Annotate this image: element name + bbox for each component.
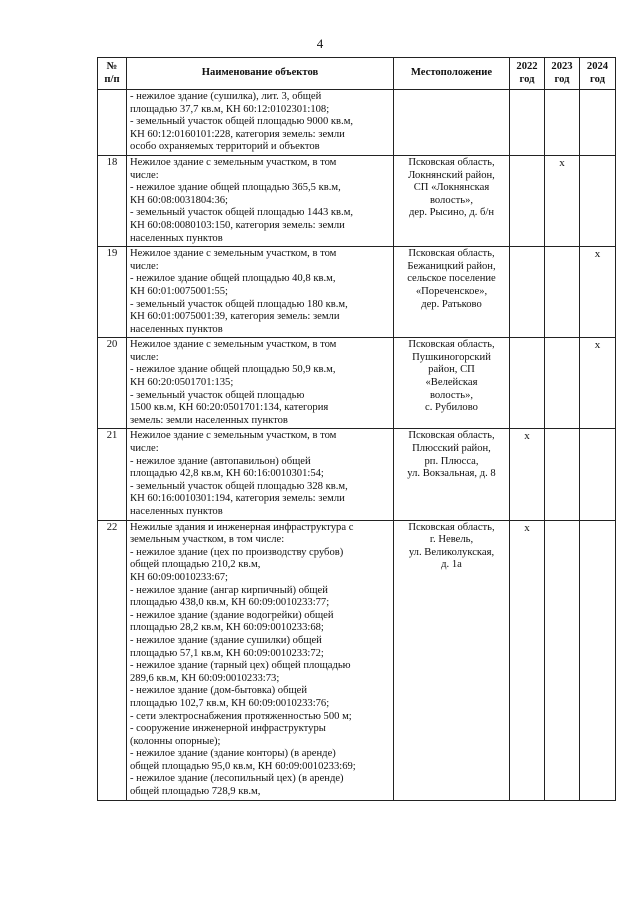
description-line: КН 60:09:0010233:67;: [130, 571, 228, 583]
year-mark-2024: [580, 429, 616, 520]
year-mark-2023: [545, 247, 580, 338]
object-location: [394, 155, 510, 246]
header-2023: 2023 год: [545, 58, 580, 90]
location-line: с. Рубилово: [425, 402, 478, 414]
object-location: [394, 520, 510, 800]
description-line: земель: земли населенных пунктов: [130, 414, 288, 426]
description-line: КН 60:01:0075001:55;: [130, 285, 228, 297]
location-line: Пушкиногорский: [412, 351, 491, 363]
object-description: [127, 520, 394, 800]
location-line: Локнянский район,: [408, 169, 495, 181]
description-line: КН 60:20:0501701:135;: [130, 377, 234, 389]
description-line: общей площадью 210,2 кв.м,: [130, 559, 261, 571]
description-line: Нежилое здание с земельным участком, в том: [130, 248, 337, 260]
description-line: площадью 37,7 кв.м, КН 60:12:0102301:108;: [130, 103, 330, 115]
description-line: - нежилое здание общей площадью 365,5 кв.м,: [130, 182, 341, 194]
header-2022: 2022 год: [510, 58, 545, 90]
description-line: земельным участком, в том числе:: [130, 534, 285, 546]
object-description: [127, 429, 394, 520]
description-line: - нежилое здание (здание сушилки) общей: [130, 634, 322, 646]
table-row: [98, 155, 616, 246]
table-row: [98, 520, 616, 800]
year-mark-2022: [510, 338, 545, 429]
year-mark-2022: [510, 247, 545, 338]
description-line: особо охраняемых территорий и объектов: [130, 141, 320, 153]
description-line: населенных пунктов: [130, 323, 223, 335]
location-line: «Порeченское»,: [415, 285, 488, 297]
description-line: Нежилое здание с земельным участком, в том: [130, 156, 337, 168]
location-line: Псковская область,: [408, 339, 495, 351]
object-description: [127, 155, 394, 246]
location-line: Псковская область,: [408, 521, 495, 533]
object-description: [127, 338, 394, 429]
location-line: волость»,: [429, 389, 474, 401]
description-line: - нежилое здание общей площадью 40,8 кв.м,: [130, 273, 336, 285]
location-line: дер. Рысино, д. б/н: [408, 207, 495, 219]
object-description: [127, 90, 394, 156]
year-mark-2023: [545, 429, 580, 520]
description-line: КН 60:08:0080103:150, категория земель: земли: [130, 219, 345, 231]
description-line: КН 60:08:0031804:36;: [130, 194, 228, 206]
page-number: 4: [316, 36, 324, 51]
location-line: д. 1а: [441, 559, 462, 571]
table-row: [98, 429, 616, 520]
description-line: - нежилое здание (цех по производству срубов): [130, 546, 344, 558]
header-name: Наименование объектов: [127, 58, 394, 90]
location-line: г. Невель,: [429, 534, 474, 546]
header-num: № п/п: [98, 58, 127, 90]
location-line: волость»,: [429, 194, 474, 206]
location-line: ул. Вокзальная, д. 8: [407, 468, 496, 480]
description-line: площадью 102,7 кв.м, КН 60:09:0010233:76;: [130, 697, 330, 709]
table-row: [98, 338, 616, 429]
description-line: числе:: [130, 169, 159, 181]
location-line: ул. Великолукская,: [408, 546, 495, 558]
description-line: числе:: [130, 443, 159, 455]
location-line: район, СП: [428, 364, 475, 376]
year-mark-2023: [545, 520, 580, 800]
location-line: Бежаницкий район,: [407, 260, 496, 272]
object-description: [127, 247, 394, 338]
row-number: 19: [98, 247, 127, 338]
year-mark-2022: x: [510, 520, 545, 800]
location-line: СП «Локнянская: [413, 182, 490, 194]
year-mark-2024: [580, 520, 616, 800]
year-mark-2024: [580, 90, 616, 156]
description-line: площадью 28,2 кв.м, КН 60:09:0010233:68;: [130, 622, 324, 634]
description-line: КН 60:01:0075001:39, категория земель: земли: [130, 311, 340, 323]
year-mark-2022: [510, 155, 545, 246]
row-number: 21: [98, 429, 127, 520]
description-line: - нежилое здание (дом-бытовка) общей: [130, 685, 307, 697]
location-line: «Велейская: [425, 377, 478, 389]
objects-table: [97, 57, 616, 801]
location-line: Псковская область,: [408, 430, 495, 442]
location-line: дер. Ратьково: [421, 298, 482, 310]
year-mark-2024: x: [580, 338, 616, 429]
description-line: площадью 438,0 кв.м, КН 60:09:0010233:77;: [130, 597, 330, 609]
location-line: Плюсский район,: [412, 443, 491, 455]
description-line: Нежилое здание с земельным участком, в том: [130, 339, 337, 351]
row-number: 20: [98, 338, 127, 429]
location-line: рп. Плюсса,: [424, 455, 479, 467]
row-number: [98, 90, 127, 156]
table-row: [98, 247, 616, 338]
description-line: - нежилое здание (сушилка), лит. 3, общей: [130, 91, 322, 102]
object-location: [394, 429, 510, 520]
description-line: - земельный участок общей площадью: [130, 389, 305, 401]
description-line: числе:: [130, 260, 159, 272]
year-mark-2022: [510, 90, 545, 156]
description-line: - нежилое здание (здание водогрейки) общей: [130, 609, 334, 621]
table-header-row: [98, 58, 616, 90]
description-line: площадью 57,1 кв.м, КН 60:09:0010233:72;: [130, 647, 324, 659]
description-line: (колонны опорные);: [130, 735, 221, 747]
description-line: - нежилое здание (здание конторы) (в аренде): [130, 748, 336, 760]
description-line: - земельный участок общей площадью 9000 кв.м,: [130, 116, 354, 128]
description-line: Нежилые здания и инженерная инфраструктура с: [130, 521, 354, 533]
description-line: - нежилое здание общей площадью 50,9 кв.м,: [130, 364, 336, 376]
description-line: - сооружение инженерной инфраструктуры: [130, 723, 326, 735]
description-line: числе:: [130, 351, 159, 363]
year-mark-2024: x: [580, 247, 616, 338]
description-line: площадью 42,8 кв.м, КН 60:16:0010301:54;: [130, 468, 324, 480]
description-line: КН 60:16:0010301:194, категория земель: земли: [130, 493, 345, 505]
description-line: населенных пунктов: [130, 506, 223, 517]
description-line: - земельный участок общей площадью 328 кв.м,: [130, 480, 348, 492]
location-line: Псковская область,: [408, 156, 495, 168]
year-mark-2024: [580, 155, 616, 246]
description-line: - нежилое здание (лесопильный цех) (в аренде): [130, 773, 344, 785]
header-location: Местоположение: [394, 58, 510, 90]
description-line: общей площадью 728,9 кв.м,: [130, 786, 261, 798]
description-line: общей площадью 95,0 кв.м, КН 60:09:0010233:69;: [130, 760, 356, 772]
description-line: 289,6 кв.м, КН 60:09:0010233:73;: [130, 672, 280, 684]
description-line: КН 60:12:0160101:228, категория земель: земли: [130, 128, 345, 140]
description-line: - земельный участок общей площадью 1443 кв.м,: [130, 207, 354, 219]
year-mark-2023: x: [545, 155, 580, 246]
description-line: - земельный участок общей площадью 180 кв.м,: [130, 298, 348, 310]
description-line: - нежилое здание (ангар кирпичный) общей: [130, 584, 328, 596]
row-number: 18: [98, 155, 127, 246]
year-mark-2023: [545, 90, 580, 156]
object-location: [394, 90, 510, 156]
description-line: - нежилое здание (автопавильон) общей: [130, 455, 311, 467]
object-location: [394, 247, 510, 338]
location-line: сельское поселение: [407, 273, 496, 285]
header-2024: 2024 год: [580, 58, 616, 90]
year-mark-2022: x: [510, 429, 545, 520]
description-line: населенных пунктов: [130, 232, 223, 244]
description-line: - сети электроснабжения протяженностью 500 м;: [130, 710, 352, 722]
table-row: [98, 90, 616, 156]
row-number: 22: [98, 520, 127, 800]
description-line: - нежилое здание (тарный цех) общей площадью: [130, 660, 351, 672]
year-mark-2023: [545, 338, 580, 429]
object-location: [394, 338, 510, 429]
location-line: Псковская область,: [408, 248, 495, 260]
description-line: 1500 кв.м, КН 60:20:0501701:134, категория: [130, 402, 329, 414]
description-line: Нежилое здание с земельным участком, в том: [130, 430, 337, 442]
